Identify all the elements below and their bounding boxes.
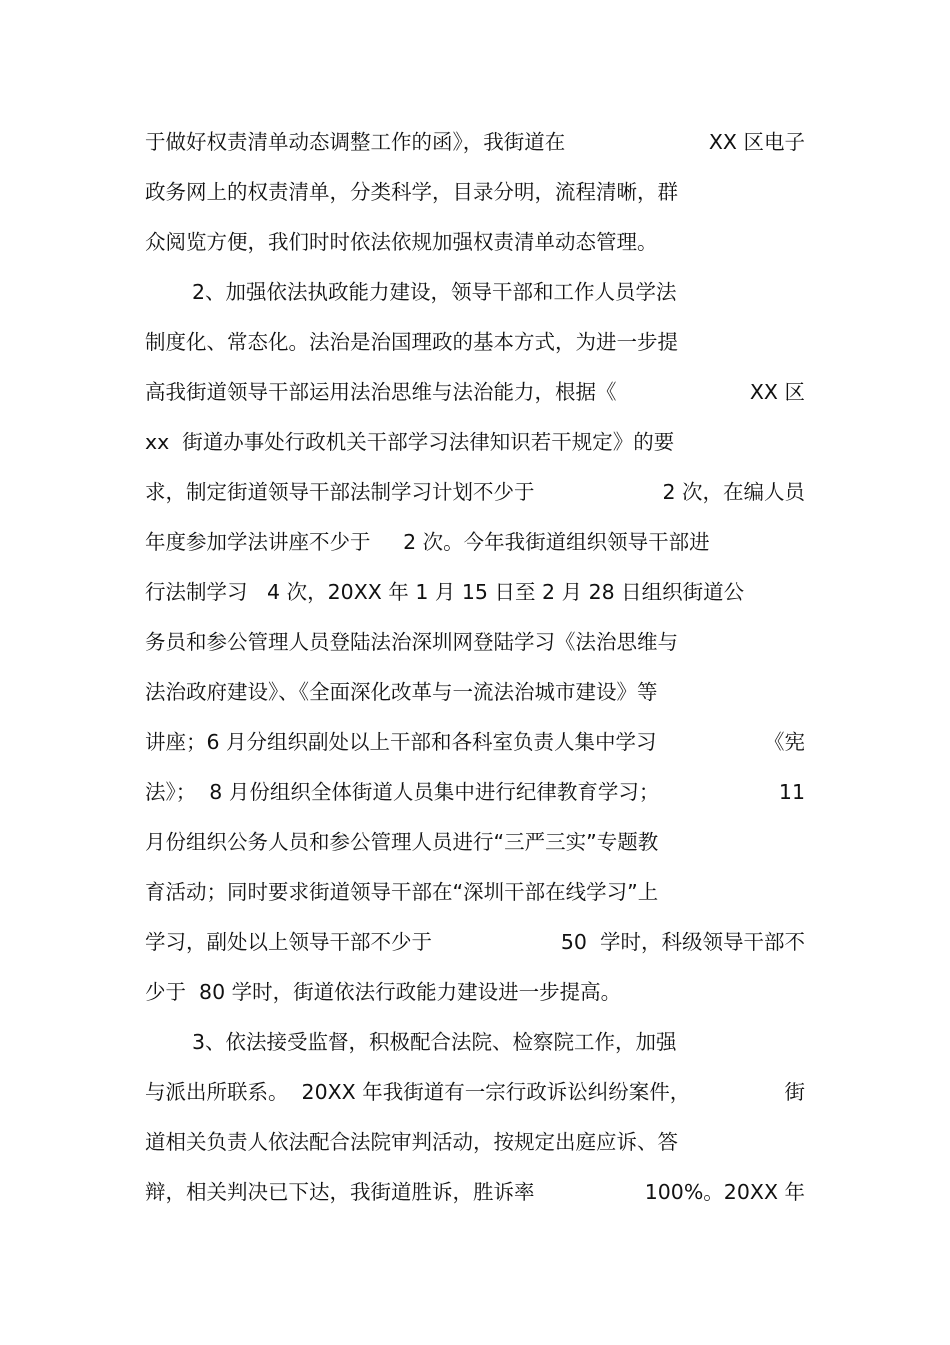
text-segment: 讲座；6 月分组织副处以上干部和各科室负责人集中学习 bbox=[145, 730, 657, 754]
text-segment: xx 街道办事处行政机关干部学习法律知识若干规定》的要 bbox=[145, 430, 675, 454]
text-line bbox=[145, 775, 805, 809]
text-line bbox=[145, 325, 805, 359]
text-segment: 月份组织公务人员和参公管理人员进行“三严三实”专题教 bbox=[145, 830, 659, 854]
text-segment-right: 《宪 bbox=[764, 730, 805, 754]
text-segment: 与派出所联系。 20XX 年我街道有一宗行政诉讼纠纷案件， bbox=[145, 1080, 691, 1104]
text-segment: 年度参加学法讲座不少于 2 次。今年我街道组织领导干部进 bbox=[145, 530, 710, 554]
text-line bbox=[145, 575, 805, 609]
text-line bbox=[145, 875, 805, 909]
text-segment-right: XX 区 bbox=[749, 380, 805, 404]
text-segment-right: 50 学时，科级领导干部不 bbox=[560, 930, 805, 954]
text-segment: 少于 80 学时，街道依法行政能力建设进一步提高。 bbox=[145, 980, 622, 1004]
text-segment: 政务网上的权责清单，分类科学，目录分明，流程清晰，群 bbox=[145, 180, 678, 204]
text-segment: 育活动；同时要求街道领导干部在“深圳干部在线学习”上 bbox=[145, 880, 659, 904]
text-line bbox=[145, 825, 805, 859]
text-segment-right: 2 次，在编人员 bbox=[662, 480, 805, 504]
text-segment: 高我街道领导干部运用法治思维与法治能力，根据《 bbox=[145, 380, 617, 404]
text-segment: 求，制定街道领导干部法制学习计划不少于 bbox=[145, 480, 535, 504]
text-segment-right: 11 bbox=[778, 780, 805, 804]
text-line bbox=[145, 925, 805, 959]
text-segment-right: 街 bbox=[784, 1080, 805, 1104]
text-segment: 行法制学习 4 次，20XX 年 1 月 15 日至 2 月 28 日组织街道公 bbox=[145, 580, 745, 604]
text-segment: 务员和参公管理人员登陆法治深圳网登陆学习《法治思维与 bbox=[145, 630, 678, 654]
text-segment: 辩，相关判决已下达，我街道胜诉，胜诉率 bbox=[145, 1180, 535, 1204]
paragraph-start-line bbox=[192, 275, 805, 309]
text-line bbox=[145, 725, 805, 759]
text-segment: 3、依法接受监督，积极配合法院、检察院工作，加强 bbox=[192, 1030, 677, 1054]
text-line bbox=[145, 625, 805, 659]
text-segment: 众阅览方便，我们时时依法依规加强权责清单动态管理。 bbox=[145, 230, 658, 254]
text-line bbox=[145, 175, 805, 209]
text-line bbox=[145, 375, 805, 409]
text-line bbox=[145, 225, 805, 259]
text-segment: 学习，副处以上领导干部不少于 bbox=[145, 930, 432, 954]
text-segment-right: XX 区电子 bbox=[708, 130, 805, 154]
text-segment-right: 100%。20XX 年 bbox=[644, 1180, 805, 1204]
text-line bbox=[145, 525, 805, 559]
text-segment: 法治政府建设》、《全面深化改革与一流法治城市建设》等 bbox=[145, 680, 658, 704]
text-line bbox=[145, 675, 805, 709]
text-segment: 于做好权责清单动态调整工作的函》，我街道在 bbox=[145, 130, 566, 154]
text-line bbox=[145, 425, 805, 459]
text-line bbox=[145, 1125, 805, 1159]
text-segment: 制度化、常态化。法治是治国理政的基本方式，为进一步提 bbox=[145, 330, 678, 354]
paragraph-start-line bbox=[192, 1025, 805, 1059]
text-line bbox=[145, 975, 805, 1009]
text-line bbox=[145, 1175, 805, 1209]
text-line bbox=[145, 475, 805, 509]
text-segment: 2、加强依法执政能力建设，领导干部和工作人员学法 bbox=[192, 280, 677, 304]
text-segment: 道相关负责人依法配合法院审判活动，按规定出庭应诉、答 bbox=[145, 1130, 678, 1154]
text-segment: 法》； 8 月份组织全体街道人员集中进行纪律教育学习； bbox=[145, 780, 660, 804]
text-line bbox=[145, 1075, 805, 1109]
text-line bbox=[145, 125, 805, 159]
